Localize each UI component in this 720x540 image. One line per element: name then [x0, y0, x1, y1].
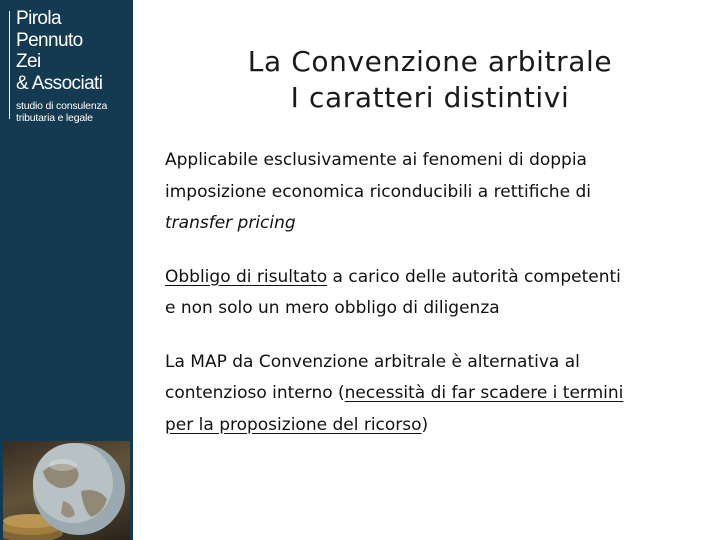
firm-logo: [16, 8, 102, 94]
sidebar: [0, 0, 133, 540]
logo-name-line: & Associati: [16, 72, 103, 94]
text-fragment: a carico delle autorità competenti: [327, 266, 621, 287]
globe-coins-image: [3, 441, 130, 540]
text-line: Applicabile esclusivamente ai fenomeni di doppia: [165, 150, 587, 170]
text-line: e non solo un mero obbligo di diligenza: [165, 298, 500, 318]
slide-body: [165, 145, 710, 441]
logo-tagline-line: tributaria e legale: [16, 112, 93, 124]
text-fragment: ): [421, 414, 429, 435]
text-line: [165, 262, 710, 294]
logo-name-line: Pirola: [16, 8, 61, 29]
text-fragment: contenzioso interno (: [165, 383, 345, 403]
text-line: [165, 378, 710, 410]
text-line: [165, 410, 710, 442]
underlined-term: Obbligo di risultato: [165, 266, 328, 287]
title-line: La Convenzione arbitrale: [247, 45, 613, 78]
slide-title: [140, 44, 720, 116]
logo-tagline: [16, 100, 107, 124]
text-line: imposizione economica riconducibili a rettifiche di: [165, 181, 591, 202]
bullet-paragraph: [165, 262, 710, 325]
logo-tagline-line: studio di consulenza: [16, 100, 108, 112]
underlined-term: per la proposizione del ricorso: [165, 414, 422, 435]
text-line: La MAP da Convenzione arbitrale è alternativa al: [165, 351, 580, 372]
logo-name-line: Pennuto: [16, 29, 83, 51]
logo-divider: [9, 11, 10, 119]
subtitle-line: I caratteri distintivi: [290, 81, 570, 114]
italic-term: transfer pricing: [165, 213, 296, 233]
logo-name-line: Zei: [16, 51, 41, 72]
bullet-paragraph: [165, 145, 710, 240]
underlined-term: necessità di far scadere i termini: [344, 383, 624, 403]
bullet-paragraph: [165, 347, 710, 442]
